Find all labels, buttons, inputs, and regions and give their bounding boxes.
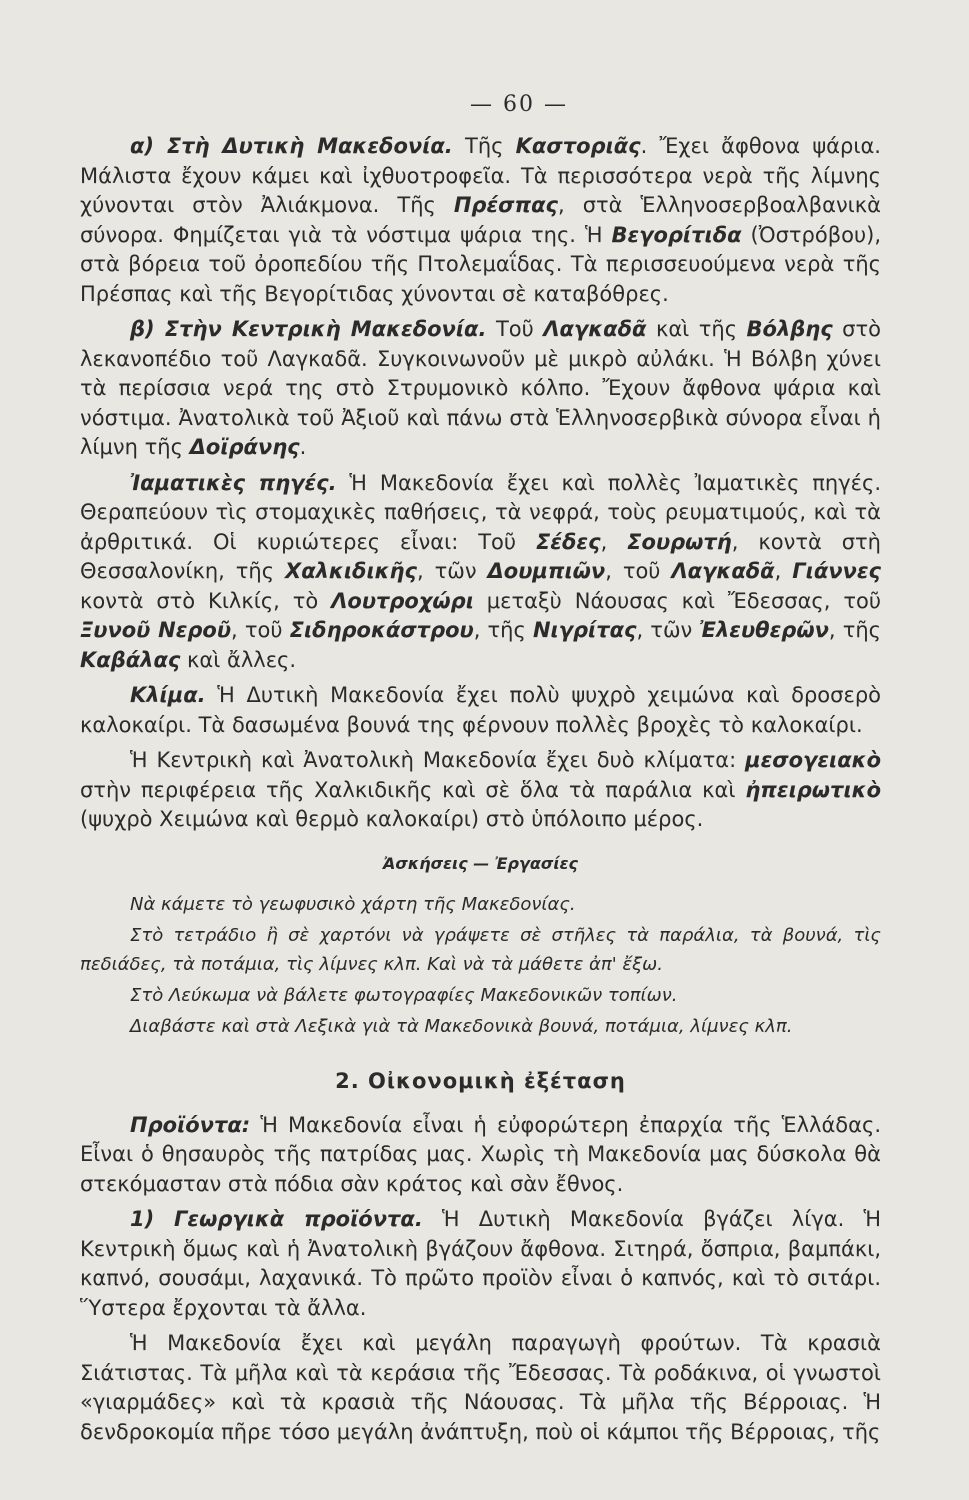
paragraph-lead: β) Στὴν Κεντρικὴ Μακεδονία. — [130, 317, 487, 341]
paragraph-thermal-springs: Ἰαματικὲς πηγές. Ἡ Μακεδονία ἔχει καὶ πολλὲς Ἰαματικὲς πηγές. Θεραπεύουν τὶς στομαχικὲς παθήσεις, τὰ νεφρά, τοὺς ρευματιμούς, καὶ τὰ ἀρθριτικά. Οἱ κυριώτερες εἶναι: Τοῦ Σέδες, Σουρωτή, κοντὰ στὴ Θεσσαλονίκη, τῆς Χαλκιδικῆς, τῶν Δουμπιῶν, τοῦ Λαγκαδᾶ, Γιάννες κοντὰ στὸ Κιλκίς, τὸ Λουτροχώρι μεταξὺ Νάουσας καὶ Ἔδεσσας, τοῦ Ξυνοῦ Νεροῦ, τοῦ Σιδηροκάστρου, τῆς Νιγρίτας, τῶν Ἐλευθερῶν, τῆς Καβάλας καὶ ἄλλες. — [80, 470, 881, 672]
section-heading: 2. Οἰκονομικὴ ἐξέταση — [335, 1069, 626, 1093]
page-content — [80, 132, 881, 1447]
paragraph-lead: Ἰαματικὲς πηγές. — [130, 470, 337, 495]
paragraph-lead: Κλίμα. — [130, 683, 206, 707]
paragraph-west-macedonia-lakes: α) Στὴ Δυτικὴ Μακεδονία. Τῆς Καστοριᾶς. Ἔχει ἄφθονα ψάρια. Μάλιστα ἔχουν κάμει καὶ ἰχθυοτροφεῖα. Τὰ περισσότερα νερὰ τῆς λίμνης χύνονται στὸν Ἀλιάκμονα. Τῆς Πρέσπας, στὰ Ἑλληνοσερβοαλβανικὰ σύνορα. Φημίζεται γιὰ τὰ νόστιμα ψάρια της. Ἡ Βεγορίτιδα (Ὀστρόβου), στὰ βόρεια τοῦ ὀροπεδίου τῆς Πτολεμαΐδας. Τὰ περισσευούμενα νερὰ τῆς Πρέσπας καὶ τῆς Βεγορίτιδας χύνονται σὲ καταβόθρες. — [80, 134, 882, 306]
paragraph-lead: 1) Γεωργικὰ προϊόντα. — [130, 1207, 423, 1231]
page-number: — 60 — — [470, 92, 568, 117]
exercise-item: Στὸ Λεύκωμα νὰ βάλετε φωτογραφίες Μακεδονικῶν τοπίων. — [130, 985, 678, 1006]
exercise-item: Νὰ κάμετε τὸ γεωφυσικὸ χάρτη τῆς Μακεδονίας. — [130, 894, 576, 915]
exercise-item: Διαβάστε καὶ στὰ Λεξικὰ γιὰ τὰ Μακεδονικὰ βουνά, ποτάμια, λίμνες κλπ. — [130, 1016, 793, 1037]
paragraph-agricultural-products: 1) Γεωργικὰ προϊόντα. Ἡ Δυτικὴ Μακεδονία βγάζει λίγα. Ἡ Κεντρικὴ ὅμως καὶ ἡ Ἀνατολικὴ βγάζουν ἄφθονα. Σιτηρά, ὄσπρια, βαμπάκι, καπνό, σουσάμι, λαχανικά. Τὸ πρῶτο προϊὸν εἶναι ὁ καπνός, καὶ τὸ σιτάρι. Ὕστερα ἔρχονται τὰ ἄλλα. — [80, 1207, 881, 1320]
paragraph-climate-central-east: Ἡ Κεντρικὴ καὶ Ἀνατολικὴ Μακεδονία ἔχει δυὸ κλίματα: μεσογειακὸ στὴν περιφέρεια τῆς Χαλκιδικῆς καὶ σὲ ὅλα τὰ παράλια καὶ ἠπειρωτικὸ (ψυχρὸ Χειμώνα καὶ θερμὸ καλοκαίρι) στὸ ὑπόλοιπο μέρος. — [80, 748, 881, 831]
paragraph-central-macedonia-lakes: β) Στὴν Κεντρικὴ Μακεδονία. Τοῦ Λαγκαδᾶ καὶ τῆς Βόλβης στὸ λεκανοπέδιο τοῦ Λαγκαδᾶ. Συγκοινωνοῦν μὲ μικρὸ αὐλάκι. Ἡ Βόλβη χύνει τὰ περίσσια νερά της στὸ Στρυμονικὸ κόλπο. Ἔχουν ἄφθονα ψάρια καὶ νόστιμα. Ἀνατολικὰ τοῦ Ἀξιοῦ καὶ πάνω στὰ Ἑλληνοσερβικὰ σύνορα εἶναι ἡ λίμνη τῆς Δοϊράνης. — [80, 317, 881, 459]
paragraph-lead: α) Στὴ Δυτικὴ Μακεδονία. — [130, 134, 453, 158]
exercises-heading: Ἀσκήσεις — Ἐργασίες — [383, 853, 578, 873]
paragraph-lead: Προϊόντα: — [130, 1112, 251, 1137]
paragraph-products: Προϊόντα: Ἡ Μακεδονία εἶναι ἡ εὐφορώτερη ἐπαρχία τῆς Ἑλλάδας. Εἶναι ὁ θησαυρὸς τῆς πατρίδας μας. Χωρὶς τὴ Μακεδονία μας δύσκολα θὰ στεκόμασταν στὰ πόδια σὰν κράτος καὶ σὰν ἔθνος. — [80, 1112, 881, 1196]
exercise-item: Στὸ τετράδιο ἢ σὲ χαρτόνι νὰ γράψετε σὲ στῆλες τὰ παράλια, τὰ βουνά, τὶς πεδιάδες, τὰ ποτάμια, τὶς λίμνες κλπ. Καὶ νὰ τὰ μάθετε ἀπ' ἔξω. — [80, 925, 881, 975]
paragraph-climate-west: Κλίμα. Ἡ Δυτικὴ Μακεδονία ἔχει πολὺ ψυχρὸ χειμώνα καὶ δροσερὸ καλοκαίρι. Τὰ δασωμένα βουνά της φέρνουν πολλὲς βροχὲς τὸ καλοκαίρι. — [80, 683, 881, 737]
paragraph-fruit-production: Ἡ Μακεδονία ἔχει καὶ μεγάλη παραγωγὴ φρούτων. Τὰ κρασιὰ Σιάτιστας. Τὰ μῆλα καὶ τὰ κεράσια τῆς Ἔδεσσας. Τὰ ροδάκινα, οἱ γνωστοὶ «γιαρμάδες» καὶ τὰ κρασιὰ τῆς Νάουσας. Τὰ μῆλα τῆς Βέρροιας. Ἡ δενδροκομία πῆρε τόσο μεγάλη ἀνάπτυξη, ποὺ οἱ κάμποι τῆς Βέρροιας, τῆς — [80, 1331, 881, 1444]
